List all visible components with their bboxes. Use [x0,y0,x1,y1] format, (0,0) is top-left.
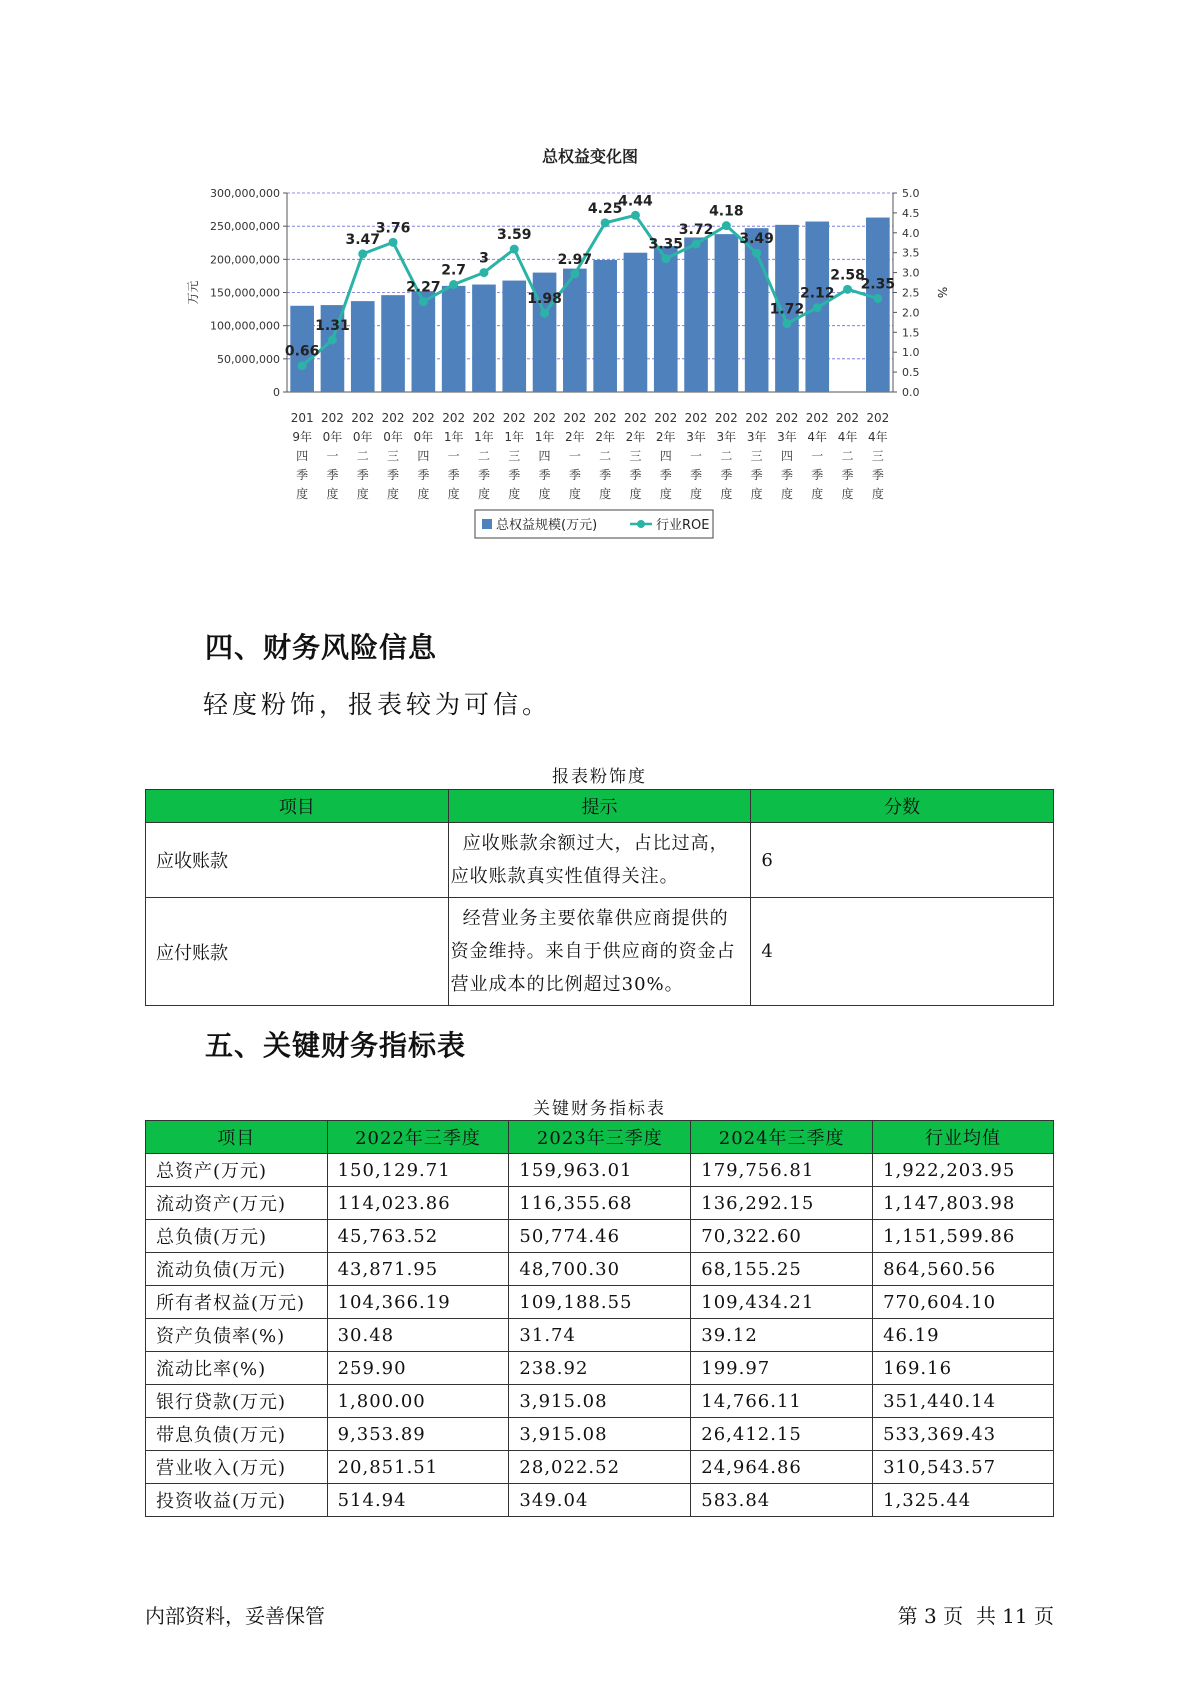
y-tick-label: 300,000,000 [210,187,280,200]
roe-data-label: 2.97 [557,251,593,268]
risk-hint [448,823,751,898]
kpi-value: 770,604.10 [873,1286,1054,1319]
x-tick-label: 2年 [595,430,615,444]
kpi-value: 159,963.01 [509,1154,691,1187]
roe-data-label: 1.98 [527,291,562,308]
kpi-item-label: 流动资产(万元) [146,1187,328,1220]
x-tick-label: 度 [356,487,369,501]
x-tick-label: 度 [720,487,733,501]
x-tick-label: 202 [684,411,708,425]
roe-point [389,238,398,247]
x-tick-label: 202 [714,411,738,425]
table-row [146,1319,1054,1352]
risk-table [145,789,1054,1006]
legend-bar-label: 总权益规模(万元) [496,518,598,533]
x-tick-label: 二 [720,449,733,463]
y-tick-label: 0 [273,386,280,399]
x-tick-label: 季 [659,468,672,482]
roe-data-label: 2.27 [406,279,441,296]
chart-title: 总权益变化图 [541,147,639,166]
x-tick-label: 季 [841,468,854,482]
x-tick-label: 三 [629,449,642,463]
table-row [146,1253,1054,1286]
roe-point [601,218,610,227]
x-tick-label: 四 [296,449,309,463]
x-tick-label: 3年 [746,430,767,444]
kpi-value: 349.04 [509,1484,691,1517]
roe-point [510,245,519,254]
x-tick-label: 201 [290,411,314,425]
equity-bar [563,269,587,392]
kpi-value: 1,151,599.86 [873,1220,1054,1253]
kpi-value: 45,763.52 [327,1220,509,1253]
x-tick-label: 季 [326,468,339,482]
kpi-item-label: 投资收益(万元) [146,1484,328,1517]
roe-data-label: 3.49 [739,231,774,248]
x-tick-label: 度 [629,487,642,501]
x-tick-label: 一 [447,449,460,463]
kpi-value: 583.84 [691,1484,873,1517]
y2-tick-label: 0.5 [902,366,920,380]
y2-tick-label: 3.0 [902,266,920,280]
table-row [146,823,1054,898]
x-tick-label: 1年 [534,430,555,444]
y2-tick-label: 4.5 [902,206,920,220]
x-tick-label: 202 [866,411,890,425]
x-tick-label: 9年 [292,430,312,444]
x-tick-label: 季 [780,468,793,482]
kpi-value: 259.90 [327,1352,509,1385]
equity-bar [442,286,466,392]
x-tick-label: 202 [623,411,647,425]
equity-bar [412,291,436,392]
x-tick-label: 度 [690,487,703,501]
table-row [146,1286,1054,1319]
risk-item: 应收账款 [146,823,449,898]
equity-chart-svg [185,140,1025,600]
y-axis-label: 万元 [186,280,200,305]
equity-bar [715,234,739,392]
y2-tick-label: 1.0 [902,346,920,360]
kpi-value: 109,434.21 [691,1286,873,1319]
roe-data-label: 3.76 [375,220,411,237]
equity-bar [654,246,678,392]
risk-hint-line: 营业成本的比例超过30%。 [450,974,684,995]
x-tick-label: 季 [720,468,733,482]
footer-confidential: 内部资料，妥善保管 [145,1604,325,1628]
kpi-item-label: 流动比率(%) [146,1352,328,1385]
equity-bar [593,260,617,392]
x-tick-label: 一 [568,449,581,463]
equity-chart [185,140,1025,600]
section5-heading: 五、关键财务指标表 [205,1029,467,1062]
kpi-value: 310,543.57 [873,1451,1054,1484]
x-tick-label: 季 [871,468,884,482]
risk-score: 4 [751,898,1054,1006]
kpi-value: 179,756.81 [691,1154,873,1187]
x-tick-label: 度 [477,487,490,501]
x-tick-label: 四 [780,449,793,463]
risk-hint [448,898,751,1006]
roe-point [479,268,488,277]
kpi-item-label: 带息负债(万元) [146,1418,328,1451]
x-tick-label: 季 [629,468,642,482]
x-tick-label: 202 [654,411,678,425]
x-tick-label: 4年 [837,430,858,444]
roe-data-label: 3.59 [496,227,532,244]
y-tick-label: 250,000,000 [210,220,280,234]
footer-page-number: 第 3 页 共 11 页 [897,1604,1054,1628]
roe-data-label: 1.31 [315,317,350,334]
risk-header-score: 分数 [751,790,1054,823]
x-tick-label: 一 [811,449,824,463]
x-tick-label: 度 [871,487,884,501]
x-tick-label: 季 [447,468,460,482]
risk-table-caption: 报表粉饰度 [552,767,647,787]
roe-point [843,285,852,294]
table-row [146,1484,1054,1517]
section4-heading: 四、财务风险信息 [205,631,438,664]
x-tick-label: 202 [745,411,769,425]
x-tick-label: 度 [599,487,612,501]
x-tick-label: 0年 [352,430,373,444]
y2-tick-label: 4.0 [902,226,920,240]
kpi-header-item: 项目 [146,1121,328,1154]
x-tick-label: 0年 [322,430,343,444]
kpi-value: 46.19 [873,1319,1054,1352]
risk-hint-line: 应收账款真实性值得关注。 [450,866,679,887]
x-tick-label: 202 [775,411,799,425]
kpi-table [145,1120,1054,1517]
roe-data-label: 4.18 [709,203,744,220]
x-tick-label: 度 [750,487,763,501]
x-tick-label: 季 [477,468,490,482]
kpi-value: 351,440.14 [873,1385,1054,1418]
roe-data-label: 2.35 [860,276,896,293]
x-tick-label: 202 [805,411,829,425]
table-row [146,1220,1054,1253]
kpi-table-header [146,1121,1054,1154]
kpi-value: 43,871.95 [327,1253,509,1286]
kpi-item-label: 营业收入(万元) [146,1451,328,1484]
roe-point [358,249,367,258]
kpi-header-industry-avg: 行业均值 [873,1121,1054,1154]
kpi-value: 3,915.08 [509,1385,691,1418]
x-tick-label: 季 [538,468,551,482]
x-tick-label: 1年 [443,430,464,444]
x-tick-label: 季 [568,468,581,482]
x-tick-label: 季 [387,468,400,482]
risk-header-item: 项目 [146,790,449,823]
x-tick-label: 202 [472,411,496,425]
roe-point [813,303,822,312]
risk-hint-line: 应收账款余额过大，占比过高， [462,833,729,854]
x-tick-label: 202 [593,411,617,425]
x-tick-label: 4年 [807,430,828,444]
x-tick-label: 度 [296,487,309,501]
kpi-header-2023q3: 2023年三季度 [509,1121,691,1154]
risk-hint-line: 资金维持。来自于供应商的资金占 [450,941,736,962]
x-tick-label: 三 [750,449,763,463]
roe-point [782,319,791,328]
roe-data-label: 2.12 [799,285,835,302]
y2-tick-label: 2.5 [902,286,920,300]
kpi-item-label: 资产负债率(%) [146,1319,328,1352]
kpi-value: 1,147,803.98 [873,1187,1054,1220]
kpi-value: 48,700.30 [509,1253,691,1286]
roe-data-label: 1.72 [769,301,805,318]
kpi-value: 238.92 [509,1352,691,1385]
roe-data-label: 3.72 [678,221,714,238]
kpi-item-label: 银行贷款(万元) [146,1385,328,1418]
x-tick-label: 202 [533,411,557,425]
x-tick-label: 季 [599,468,612,482]
roe-point [419,297,428,306]
y2-tick-label: 3.5 [902,246,920,260]
kpi-item-label: 所有者权益(万元) [146,1286,328,1319]
x-tick-label: 度 [841,487,854,501]
x-tick-label: 二 [841,449,854,463]
roe-point [328,335,337,344]
kpi-header-2024q3: 2024年三季度 [691,1121,873,1154]
equity-bar [624,253,648,392]
table-row [146,1418,1054,1451]
x-tick-label: 度 [568,487,581,501]
kpi-value: 26,412.15 [691,1418,873,1451]
x-tick-label: 202 [836,411,860,425]
kpi-header-2022q3: 2022年三季度 [327,1121,509,1154]
y2-tick-label: 0.0 [902,386,920,399]
roe-data-label: 3 [479,250,489,267]
kpi-value: 150,129.71 [327,1154,509,1187]
x-tick-label: 202 [442,411,466,425]
y-tick-label: 100,000,000 [210,319,280,333]
roe-data-label: 2.7 [441,262,467,279]
risk-item: 应付账款 [146,898,449,1006]
equity-bar [502,281,526,392]
kpi-value: 30.48 [327,1319,509,1352]
kpi-value: 9,353.89 [327,1418,509,1451]
equity-bar [472,285,496,392]
x-tick-label: 度 [659,487,672,501]
x-tick-label: 度 [538,487,551,501]
x-tick-label: 度 [326,487,339,501]
x-tick-label: 二 [356,449,369,463]
table-row [146,1352,1054,1385]
y2-tick-label: 1.5 [902,326,920,340]
legend-line-label: 行业ROE [656,518,710,533]
kpi-item-label: 总负债(万元) [146,1220,328,1253]
kpi-value: 116,355.68 [509,1187,691,1220]
kpi-value: 68,155.25 [691,1253,873,1286]
roe-data-label: 4.25 [587,200,623,217]
x-tick-label: 202 [411,411,435,425]
y-tick-label: 50,000,000 [217,352,280,366]
kpi-value: 50,774.46 [509,1220,691,1253]
x-tick-label: 度 [508,487,521,501]
x-tick-label: 度 [447,487,460,501]
x-tick-label: 3年 [777,430,797,444]
x-tick-label: 季 [750,468,763,482]
roe-point [722,221,731,230]
roe-data-label: 4.44 [618,193,653,210]
x-tick-label: 1年 [504,430,525,444]
roe-point [298,361,307,370]
x-tick-label: 四 [659,449,672,463]
roe-data-label: 0.66 [284,343,320,360]
kpi-value: 14,766.11 [691,1385,873,1418]
x-tick-label: 度 [811,487,824,501]
x-tick-label: 一 [326,449,339,463]
x-tick-label: 季 [296,468,309,482]
kpi-table-caption: 关键财务指标表 [533,1099,666,1119]
kpi-value: 114,023.86 [327,1187,509,1220]
kpi-value: 533,369.43 [873,1418,1054,1451]
x-tick-label: 度 [780,487,793,501]
kpi-value: 28,022.52 [509,1451,691,1484]
equity-bar [866,218,890,392]
x-tick-label: 202 [351,411,375,425]
x-tick-label: 1年 [474,430,494,444]
table-row [146,1154,1054,1187]
kpi-value: 1,800.00 [327,1385,509,1418]
x-tick-label: 季 [811,468,824,482]
legend-line-marker [637,520,645,528]
kpi-value: 3,915.08 [509,1418,691,1451]
roe-data-label: 3.35 [648,236,684,253]
roe-point [661,254,670,263]
table-row [146,1187,1054,1220]
x-tick-label: 3年 [716,430,737,444]
x-tick-label: 0年 [413,430,434,444]
roe-data-label: 3.47 [345,231,381,248]
kpi-value: 70,322.60 [691,1220,873,1253]
kpi-item-label: 流动负债(万元) [146,1253,328,1286]
kpi-value: 864,560.56 [873,1253,1054,1286]
x-tick-label: 季 [356,468,369,482]
x-tick-label: 三 [508,449,521,463]
y2-tick-label: 5.0 [902,187,920,200]
x-tick-label: 四 [417,449,430,463]
kpi-value: 199.97 [691,1352,873,1385]
x-tick-label: 4年 [868,430,888,444]
kpi-value: 1,325.44 [873,1484,1054,1517]
x-tick-label: 二 [477,449,490,463]
x-tick-label: 2年 [625,430,646,444]
x-tick-label: 度 [417,487,430,501]
x-tick-label: 季 [417,468,430,482]
risk-summary: 轻度粉饰，报表较为可信。 [203,690,552,719]
kpi-value: 109,188.55 [509,1286,691,1319]
kpi-value: 104,366.19 [327,1286,509,1319]
roe-point [873,294,882,303]
kpi-value: 1,922,203.95 [873,1154,1054,1187]
kpi-value: 169.16 [873,1352,1054,1385]
risk-score: 6 [751,823,1054,898]
kpi-value: 136,292.15 [691,1187,873,1220]
roe-point [692,239,701,248]
roe-point [540,309,549,318]
equity-bar [381,295,405,392]
x-tick-label: 2年 [565,430,585,444]
kpi-value: 514.94 [327,1484,509,1517]
kpi-value: 24,964.86 [691,1451,873,1484]
y2-axis-label: % [935,286,949,299]
roe-data-label: 2.58 [830,267,865,284]
x-tick-label: 2年 [655,430,676,444]
equity-bar [684,237,708,392]
x-tick-label: 二 [599,449,612,463]
kpi-table-body [146,1154,1054,1517]
kpi-value: 39.12 [691,1319,873,1352]
x-tick-label: 202 [320,411,344,425]
x-tick-label: 202 [502,411,526,425]
equity-bar [351,301,375,392]
kpi-value: 31.74 [509,1319,691,1352]
x-tick-label: 度 [387,487,400,501]
roe-point [449,280,458,289]
x-tick-label: 202 [381,411,405,425]
x-tick-label: 202 [563,411,587,425]
kpi-value: 20,851.51 [327,1451,509,1484]
legend-bar-swatch [482,519,492,529]
y2-tick-label: 2.0 [902,306,920,320]
table-row [146,898,1054,1006]
risk-table-header [146,790,1054,823]
x-tick-label: 季 [508,468,521,482]
x-tick-label: 3年 [686,430,706,444]
roe-point [752,249,761,258]
y-tick-label: 200,000,000 [210,253,280,267]
x-tick-label: 三 [871,449,884,463]
x-tick-label: 四 [538,449,551,463]
risk-hint-line: 经营业务主要依靠供应商提供的 [462,908,729,929]
table-row [146,1385,1054,1418]
kpi-item-label: 总资产(万元) [146,1154,328,1187]
roe-point [570,269,579,278]
roe-point [631,211,640,220]
y-tick-label: 150,000,000 [210,286,280,300]
x-tick-label: 0年 [383,430,403,444]
x-tick-label: 三 [387,449,400,463]
table-row [146,1451,1054,1484]
x-tick-label: 一 [690,449,703,463]
x-tick-label: 季 [690,468,703,482]
risk-header-hint: 提示 [448,790,751,823]
